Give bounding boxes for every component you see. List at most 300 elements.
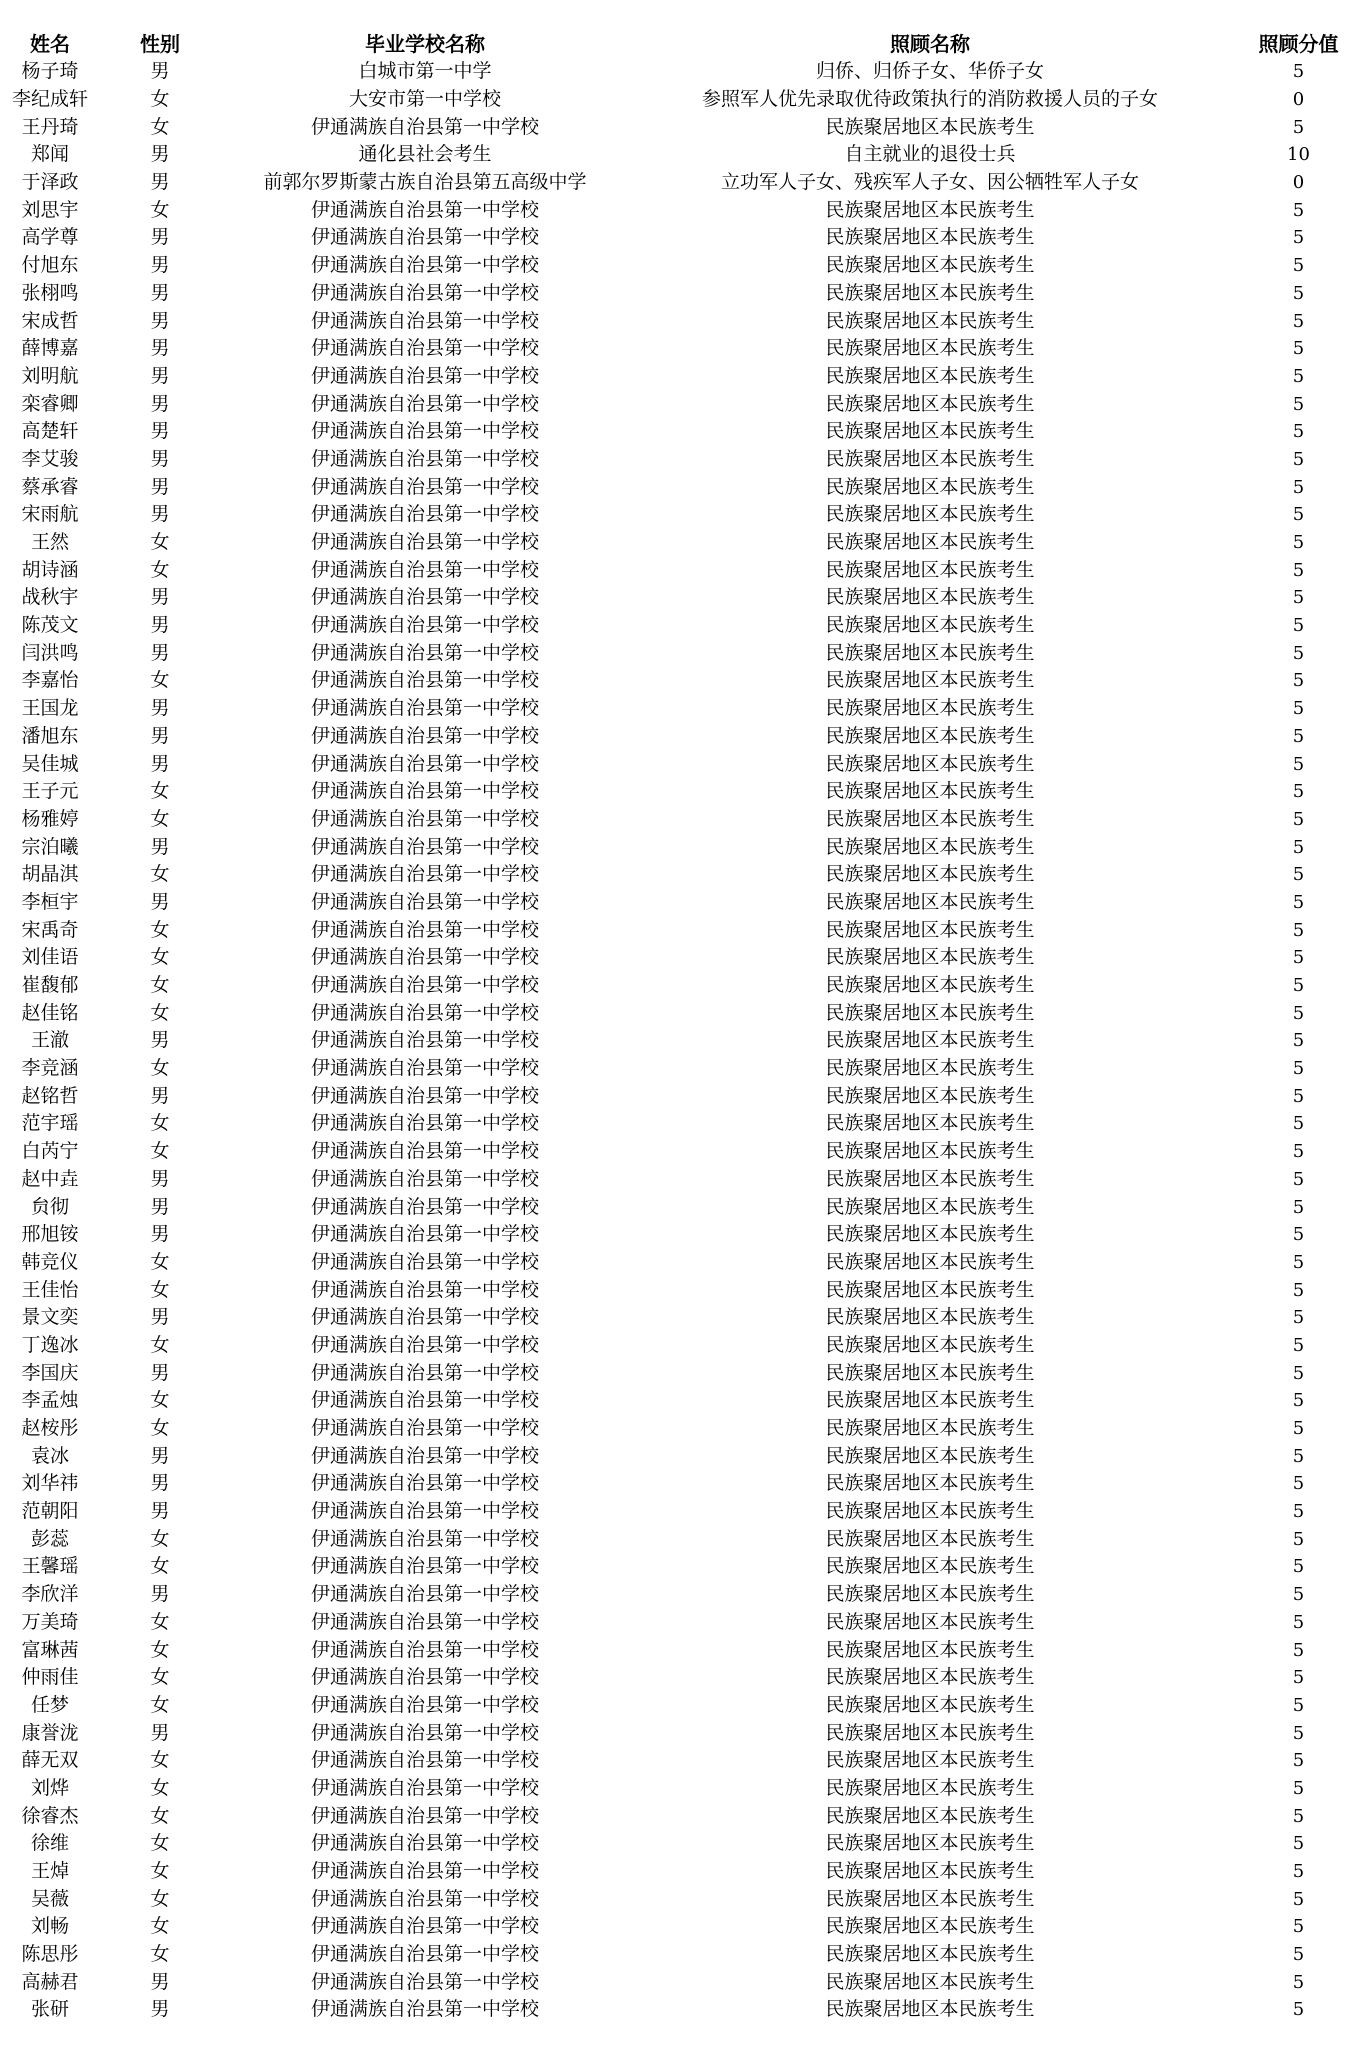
table-row: [0, 1387, 1367, 1415]
cell-care: 民族聚居地区本民族考生: [825, 1915, 1035, 1938]
table-row: [0, 1359, 1367, 1387]
cell-school: 伊通满族自治县第一中学校: [310, 974, 539, 997]
cell-school: 伊通满族自治县第一中学校: [310, 918, 539, 941]
table-row: [0, 473, 1367, 501]
cell-score: 5: [1292, 255, 1305, 277]
table-row: [0, 1332, 1367, 1360]
cell-name: 王国龙: [21, 697, 79, 720]
cell-gender: 男: [150, 337, 170, 360]
cell-score: 5: [1292, 448, 1305, 470]
cell-school: 伊通满族自治县第一中学校: [310, 281, 539, 304]
cell-score: 5: [1292, 1334, 1305, 1356]
cell-care: 民族聚居地区本民族考生: [825, 1721, 1035, 1744]
cell-name: 王馨瑶: [21, 1555, 79, 1578]
table-row: [0, 639, 1367, 667]
cell-gender: 女: [150, 1638, 170, 1661]
cell-score: 5: [1292, 1224, 1305, 1246]
cell-gender: 女: [150, 1943, 170, 1966]
table-row: [0, 1775, 1367, 1803]
cell-gender: 女: [150, 918, 170, 941]
cell-gender: 男: [150, 641, 170, 664]
cell-care: 民族聚居地区本民族考生: [825, 1112, 1035, 1135]
cell-gender: 女: [150, 974, 170, 997]
cell-score: 5: [1292, 1944, 1305, 1966]
cell-name: 杨子琦: [21, 60, 79, 83]
table-row: [0, 1747, 1367, 1775]
cell-score: 0: [1292, 89, 1305, 111]
cell-gender: 女: [150, 1693, 170, 1716]
cell-care: 民族聚居地区本民族考生: [825, 1998, 1035, 2021]
cell-gender: 女: [150, 1804, 170, 1827]
cell-care: 民族聚居地区本民族考生: [825, 669, 1035, 692]
cell-score: 5: [1292, 393, 1305, 415]
cell-name: 高楚轩: [21, 420, 79, 443]
cell-name: 胡晶淇: [21, 863, 79, 886]
cell-name: 王然: [30, 531, 69, 554]
cell-score: 5: [1292, 1750, 1305, 1772]
care-score-table: [0, 27, 1367, 2024]
cell-gender: 男: [150, 281, 170, 304]
cell-care: 民族聚居地区本民族考生: [825, 1195, 1035, 1218]
header-gender: 性别: [140, 32, 180, 56]
cell-care: 民族聚居地区本民族考生: [825, 863, 1035, 886]
cell-gender: 男: [150, 171, 170, 194]
cell-care: 民族聚居地区本民族考生: [825, 1001, 1035, 1024]
cell-gender: 女: [150, 1278, 170, 1301]
cell-school: 伊通满族自治县第一中学校: [310, 531, 539, 554]
cell-score: 5: [1292, 670, 1305, 692]
cell-care: 民族聚居地区本民族考生: [825, 1693, 1035, 1716]
cell-school: 伊通满族自治县第一中学校: [310, 447, 539, 470]
cell-care: 民族聚居地区本民族考生: [825, 641, 1035, 664]
table-row: [0, 1027, 1367, 1055]
cell-score: 5: [1292, 227, 1305, 249]
cell-name: 宗泊曦: [21, 835, 79, 858]
cell-school: 伊通满族自治县第一中学校: [310, 1057, 539, 1080]
cell-gender: 女: [150, 1915, 170, 1938]
table-row: [0, 141, 1367, 169]
table-row: [0, 1692, 1367, 1720]
cell-score: 5: [1292, 781, 1305, 803]
cell-score: 5: [1292, 587, 1305, 609]
table-row: [0, 1968, 1367, 1996]
cell-name: 刘佳语: [21, 946, 79, 969]
cell-care: 民族聚居地区本民族考生: [825, 1832, 1035, 1855]
cell-name: 王佳怡: [21, 1278, 79, 1301]
cell-gender: 男: [150, 835, 170, 858]
cell-score: 5: [1292, 808, 1305, 830]
table-row: [0, 252, 1367, 280]
cell-name: 王澈: [30, 1029, 69, 1052]
cell-care: 民族聚居地区本民族考生: [825, 1278, 1035, 1301]
cell-school: 伊通满族自治县第一中学校: [310, 1112, 539, 1135]
cell-name: 高学尊: [21, 226, 79, 249]
cell-care: 民族聚居地区本民族考生: [825, 1887, 1035, 1910]
cell-gender: 女: [150, 1749, 170, 1772]
cell-school: 大安市第一中学校: [348, 88, 501, 111]
cell-school: 伊通满族自治县第一中学校: [310, 669, 539, 692]
cell-care: 民族聚居地区本民族考生: [825, 1500, 1035, 1523]
cell-school: 伊通满族自治县第一中学校: [310, 1610, 539, 1633]
cell-score: 5: [1292, 1501, 1305, 1523]
cell-gender: 男: [150, 1084, 170, 1107]
cell-gender: 男: [150, 420, 170, 443]
cell-school: 伊通满族自治县第一中学校: [310, 946, 539, 969]
cell-score: 5: [1292, 310, 1305, 332]
cell-score: 5: [1292, 836, 1305, 858]
cell-gender: 男: [150, 890, 170, 913]
table-row: [0, 1193, 1367, 1221]
cell-school: 伊通满族自治县第一中学校: [310, 1527, 539, 1550]
cell-gender: 男: [150, 447, 170, 470]
cell-score: 5: [1292, 1002, 1305, 1024]
cell-name: 袁冰: [30, 1444, 69, 1467]
cell-name: 陈茂文: [21, 614, 79, 637]
cell-name: 刘烨: [30, 1776, 69, 1799]
cell-gender: 男: [150, 1998, 170, 2021]
cell-school: 伊通满族自治县第一中学校: [310, 254, 539, 277]
cell-care: 民族聚居地区本民族考生: [825, 1084, 1035, 1107]
cell-score: 5: [1292, 615, 1305, 637]
table-row: [0, 1609, 1367, 1637]
cell-gender: 女: [150, 1250, 170, 1273]
header-row: [0, 27, 1367, 58]
cell-school: 伊通满族自治县第一中学校: [310, 1583, 539, 1606]
table-row: [0, 1304, 1367, 1332]
cell-score: 5: [1292, 1639, 1305, 1661]
table-row: [0, 58, 1367, 86]
cell-care: 民族聚居地区本民族考生: [825, 309, 1035, 332]
cell-school: 伊通满族自治县第一中学校: [310, 198, 539, 221]
cell-school: 伊通满族自治县第一中学校: [310, 780, 539, 803]
cell-gender: 女: [150, 946, 170, 969]
cell-care: 民族聚居地区本民族考生: [825, 1943, 1035, 1966]
cell-gender: 男: [150, 392, 170, 415]
cell-name: 丁逸冰: [21, 1333, 79, 1356]
cell-school: 伊通满族自治县第一中学校: [310, 1167, 539, 1190]
cell-score: 5: [1292, 1888, 1305, 1910]
cell-gender: 男: [150, 1306, 170, 1329]
cell-score: 5: [1292, 1999, 1305, 2021]
cell-school: 伊通满族自治县第一中学校: [310, 309, 539, 332]
cell-score: 5: [1292, 1611, 1305, 1633]
table-row: [0, 778, 1367, 806]
cell-school: 伊通满族自治县第一中学校: [310, 558, 539, 581]
cell-school: 伊通满族自治县第一中学校: [310, 1029, 539, 1052]
table-row: [0, 612, 1367, 640]
cell-care: 民族聚居地区本民族考生: [825, 337, 1035, 360]
cell-care: 民族聚居地区本民族考生: [825, 918, 1035, 941]
cell-name: 邢旭铵: [21, 1223, 79, 1246]
cell-care: 民族聚居地区本民族考生: [825, 364, 1035, 387]
table-body: [0, 58, 1367, 2024]
cell-care: 民族聚居地区本民族考生: [825, 724, 1035, 747]
cell-gender: 女: [150, 88, 170, 111]
cell-name: 刘华祎: [21, 1472, 79, 1495]
table-row: [0, 1636, 1367, 1664]
cell-care: 民族聚居地区本民族考生: [825, 1472, 1035, 1495]
cell-care: 民族聚居地区本民族考生: [825, 1804, 1035, 1827]
cell-name: 宋成哲: [21, 309, 79, 332]
table-row: [0, 418, 1367, 446]
cell-score: 5: [1292, 1058, 1305, 1080]
cell-gender: 女: [150, 780, 170, 803]
header-care: 照顾名称: [890, 32, 970, 56]
cell-gender: 男: [150, 364, 170, 387]
cell-name: 富琳茜: [21, 1638, 79, 1661]
cell-gender: 男: [150, 1721, 170, 1744]
table-row: [0, 1221, 1367, 1249]
table-row: [0, 196, 1367, 224]
cell-gender: 男: [150, 226, 170, 249]
cell-care: 民族聚居地区本民族考生: [825, 503, 1035, 526]
table-row: [0, 307, 1367, 335]
cell-care: 民族聚居地区本民族考生: [825, 1583, 1035, 1606]
cell-score: 5: [1292, 504, 1305, 526]
cell-score: 5: [1292, 642, 1305, 664]
cell-gender: 男: [150, 1970, 170, 1993]
cell-name: 白芮宁: [21, 1140, 79, 1163]
cell-name: 李国庆: [21, 1361, 79, 1384]
cell-gender: 女: [150, 1860, 170, 1883]
cell-score: 5: [1292, 1030, 1305, 1052]
cell-gender: 女: [150, 531, 170, 554]
cell-name: 范宇瑶: [21, 1112, 79, 1135]
cell-school: 伊通满族自治县第一中学校: [310, 1306, 539, 1329]
cell-school: 伊通满族自治县第一中学校: [310, 1223, 539, 1246]
cell-care: 民族聚居地区本民族考生: [825, 1610, 1035, 1633]
cell-name: 李嘉怡: [21, 669, 79, 692]
cell-school: 伊通满族自治县第一中学校: [310, 807, 539, 830]
table-row: [0, 280, 1367, 308]
cell-score: 5: [1292, 1362, 1305, 1384]
cell-school: 伊通满族自治县第一中学校: [310, 475, 539, 498]
cell-school: 伊通满族自治县第一中学校: [310, 1832, 539, 1855]
cell-name: 刘明航: [21, 364, 79, 387]
table-row: [0, 1498, 1367, 1526]
cell-school: 伊通满族自治县第一中学校: [310, 1444, 539, 1467]
table-row: [0, 1138, 1367, 1166]
cell-gender: 女: [150, 1417, 170, 1440]
cell-name: 薛博嘉: [21, 337, 79, 360]
cell-name: 胡诗涵: [21, 558, 79, 581]
cell-gender: 女: [150, 863, 170, 886]
cell-score: 5: [1292, 1833, 1305, 1855]
cell-gender: 女: [150, 1001, 170, 1024]
cell-gender: 男: [150, 1029, 170, 1052]
cell-score: 5: [1292, 1418, 1305, 1440]
cell-care: 民族聚居地区本民族考生: [825, 281, 1035, 304]
table-row: [0, 169, 1367, 197]
cell-name: 李孟烛: [21, 1389, 79, 1412]
cell-school: 白城市第一中学: [358, 60, 492, 83]
cell-care: 民族聚居地区本民族考生: [825, 1029, 1035, 1052]
cell-gender: 男: [150, 1583, 170, 1606]
cell-care: 立功军人子女、残疾军人子女、因公牺牲军人子女: [720, 171, 1139, 194]
cell-school: 伊通满族自治县第一中学校: [310, 1278, 539, 1301]
cell-gender: 女: [150, 1555, 170, 1578]
cell-care: 归侨、归侨子女、华侨子女: [815, 60, 1044, 83]
cell-care: 民族聚居地区本民族考生: [825, 1140, 1035, 1163]
cell-care: 民族聚居地区本民族考生: [825, 614, 1035, 637]
table-row: [0, 1110, 1367, 1138]
cell-gender: 女: [150, 1887, 170, 1910]
cell-school: 伊通满族自治县第一中学校: [310, 752, 539, 775]
cell-school: 伊通满族自治县第一中学校: [310, 337, 539, 360]
table-row: [0, 113, 1367, 141]
cell-gender: 女: [150, 1776, 170, 1799]
cell-gender: 男: [150, 1195, 170, 1218]
cell-name: 宋雨航: [21, 503, 79, 526]
cell-care: 民族聚居地区本民族考生: [825, 1527, 1035, 1550]
cell-name: 李竞涵: [21, 1057, 79, 1080]
table-row: [0, 667, 1367, 695]
cell-score: 5: [1292, 1141, 1305, 1163]
cell-gender: 男: [150, 752, 170, 775]
cell-school: 伊通满族自治县第一中学校: [310, 890, 539, 913]
cell-name: 徐睿杰: [21, 1804, 79, 1827]
table-row: [0, 1276, 1367, 1304]
cell-score: 5: [1292, 1556, 1305, 1578]
table-row: [0, 1249, 1367, 1277]
cell-gender: 男: [150, 1444, 170, 1467]
cell-school: 伊通满族自治县第一中学校: [310, 1749, 539, 1772]
cell-score: 5: [1292, 947, 1305, 969]
table-row: [0, 1442, 1367, 1470]
cell-school: 伊通满族自治县第一中学校: [310, 724, 539, 747]
cell-care: 民族聚居地区本民族考生: [825, 1389, 1035, 1412]
cell-school: 伊通满族自治县第一中学校: [310, 1860, 539, 1883]
table-row: [0, 944, 1367, 972]
cell-care: 民族聚居地区本民族考生: [825, 1860, 1035, 1883]
cell-name: 蔡承睿: [21, 475, 79, 498]
table-row: [0, 1858, 1367, 1886]
table-row: [0, 1996, 1367, 2024]
cell-school: 伊通满族自治县第一中学校: [310, 1500, 539, 1523]
cell-care: 民族聚居地区本民族考生: [825, 447, 1035, 470]
cell-school: 伊通满族自治县第一中学校: [310, 1970, 539, 1993]
cell-score: 5: [1292, 532, 1305, 554]
table-row: [0, 1913, 1367, 1941]
cell-care: 民族聚居地区本民族考生: [825, 1417, 1035, 1440]
cell-score: 5: [1292, 919, 1305, 941]
cell-name: 仲雨佳: [21, 1666, 79, 1689]
cell-gender: 女: [150, 1140, 170, 1163]
cell-care: 参照军人优先录取优待政策执行的消防救援人员的子女: [701, 88, 1158, 111]
cell-name: 潘旭东: [21, 724, 79, 747]
cell-gender: 男: [150, 1361, 170, 1384]
table-row: [0, 1941, 1367, 1969]
table-row: [0, 889, 1367, 917]
cell-score: 5: [1292, 1279, 1305, 1301]
cell-gender: 女: [150, 1057, 170, 1080]
cell-score: 5: [1292, 1251, 1305, 1273]
cell-gender: 女: [150, 198, 170, 221]
cell-name: 闫洪鸣: [21, 641, 79, 664]
header-score: 照顾分值: [1258, 32, 1339, 56]
cell-gender: 女: [150, 115, 170, 138]
cell-name: 赵铭哲: [21, 1084, 79, 1107]
cell-score: 5: [1292, 1584, 1305, 1606]
cell-school: 伊通满族自治县第一中学校: [310, 614, 539, 637]
cell-score: 5: [1292, 1667, 1305, 1689]
table-row: [0, 86, 1367, 114]
cell-gender: 男: [150, 1223, 170, 1246]
cell-school: 伊通满族自治县第一中学校: [310, 1666, 539, 1689]
table-row: [0, 1553, 1367, 1581]
cell-gender: 男: [150, 60, 170, 83]
cell-name: 王子元: [21, 780, 79, 803]
cell-care: 民族聚居地区本民族考生: [825, 1333, 1035, 1356]
cell-gender: 男: [150, 143, 170, 166]
cell-score: 5: [1292, 1694, 1305, 1716]
cell-name: 高赫君: [21, 1970, 79, 1993]
table-row: [0, 1719, 1367, 1747]
cell-gender: 男: [150, 309, 170, 332]
cell-gender: 女: [150, 1527, 170, 1550]
cell-care: 民族聚居地区本民族考生: [825, 697, 1035, 720]
table-row: [0, 1166, 1367, 1194]
cell-score: 5: [1292, 1528, 1305, 1550]
cell-school: 伊通满族自治县第一中学校: [310, 1943, 539, 1966]
cell-name: 宋禹奇: [21, 918, 79, 941]
cell-name: 万美琦: [21, 1610, 79, 1633]
cell-score: 5: [1292, 753, 1305, 775]
cell-name: 李艾骏: [21, 447, 79, 470]
table-row: [0, 833, 1367, 861]
cell-gender: 女: [150, 1666, 170, 1689]
cell-school: 伊通满族自治县第一中学校: [310, 1915, 539, 1938]
table-row: [0, 1885, 1367, 1913]
cell-score: 5: [1292, 1307, 1305, 1329]
cell-score: 5: [1292, 199, 1305, 221]
table-row: [0, 1415, 1367, 1443]
table-row: [0, 695, 1367, 723]
cell-care: 民族聚居地区本民族考生: [825, 890, 1035, 913]
cell-care: 民族聚居地区本民族考生: [825, 1057, 1035, 1080]
table-row: [0, 501, 1367, 529]
header-name: 姓名: [30, 32, 70, 56]
cell-care: 民族聚居地区本民族考生: [825, 254, 1035, 277]
cell-school: 伊通满族自治县第一中学校: [310, 115, 539, 138]
table-row: [0, 584, 1367, 612]
cell-gender: 男: [150, 475, 170, 498]
cell-gender: 女: [150, 1832, 170, 1855]
cell-score: 5: [1292, 725, 1305, 747]
cell-school: 伊通满族自治县第一中学校: [310, 226, 539, 249]
cell-care: 民族聚居地区本民族考生: [825, 1970, 1035, 1993]
cell-name: 任梦: [30, 1693, 69, 1716]
cell-care: 民族聚居地区本民族考生: [825, 1361, 1035, 1384]
cell-school: 伊通满族自治县第一中学校: [310, 1472, 539, 1495]
cell-score: 5: [1292, 365, 1305, 387]
cell-score: 5: [1292, 61, 1305, 83]
cell-care: 民族聚居地区本民族考生: [825, 807, 1035, 830]
table-row: [0, 446, 1367, 474]
cell-care: 民族聚居地区本民族考生: [825, 1776, 1035, 1799]
cell-gender: 男: [150, 697, 170, 720]
table-row: [0, 224, 1367, 252]
cell-school: 伊通满族自治县第一中学校: [310, 1638, 539, 1661]
cell-name: 赵桉彤: [21, 1417, 79, 1440]
table-row: [0, 1525, 1367, 1553]
cell-care: 民族聚居地区本民族考生: [825, 226, 1035, 249]
cell-school: 伊通满族自治县第一中学校: [310, 586, 539, 609]
cell-score: 5: [1292, 975, 1305, 997]
cell-score: 5: [1292, 116, 1305, 138]
table-row: [0, 1664, 1367, 1692]
cell-care: 民族聚居地区本民族考生: [825, 1555, 1035, 1578]
